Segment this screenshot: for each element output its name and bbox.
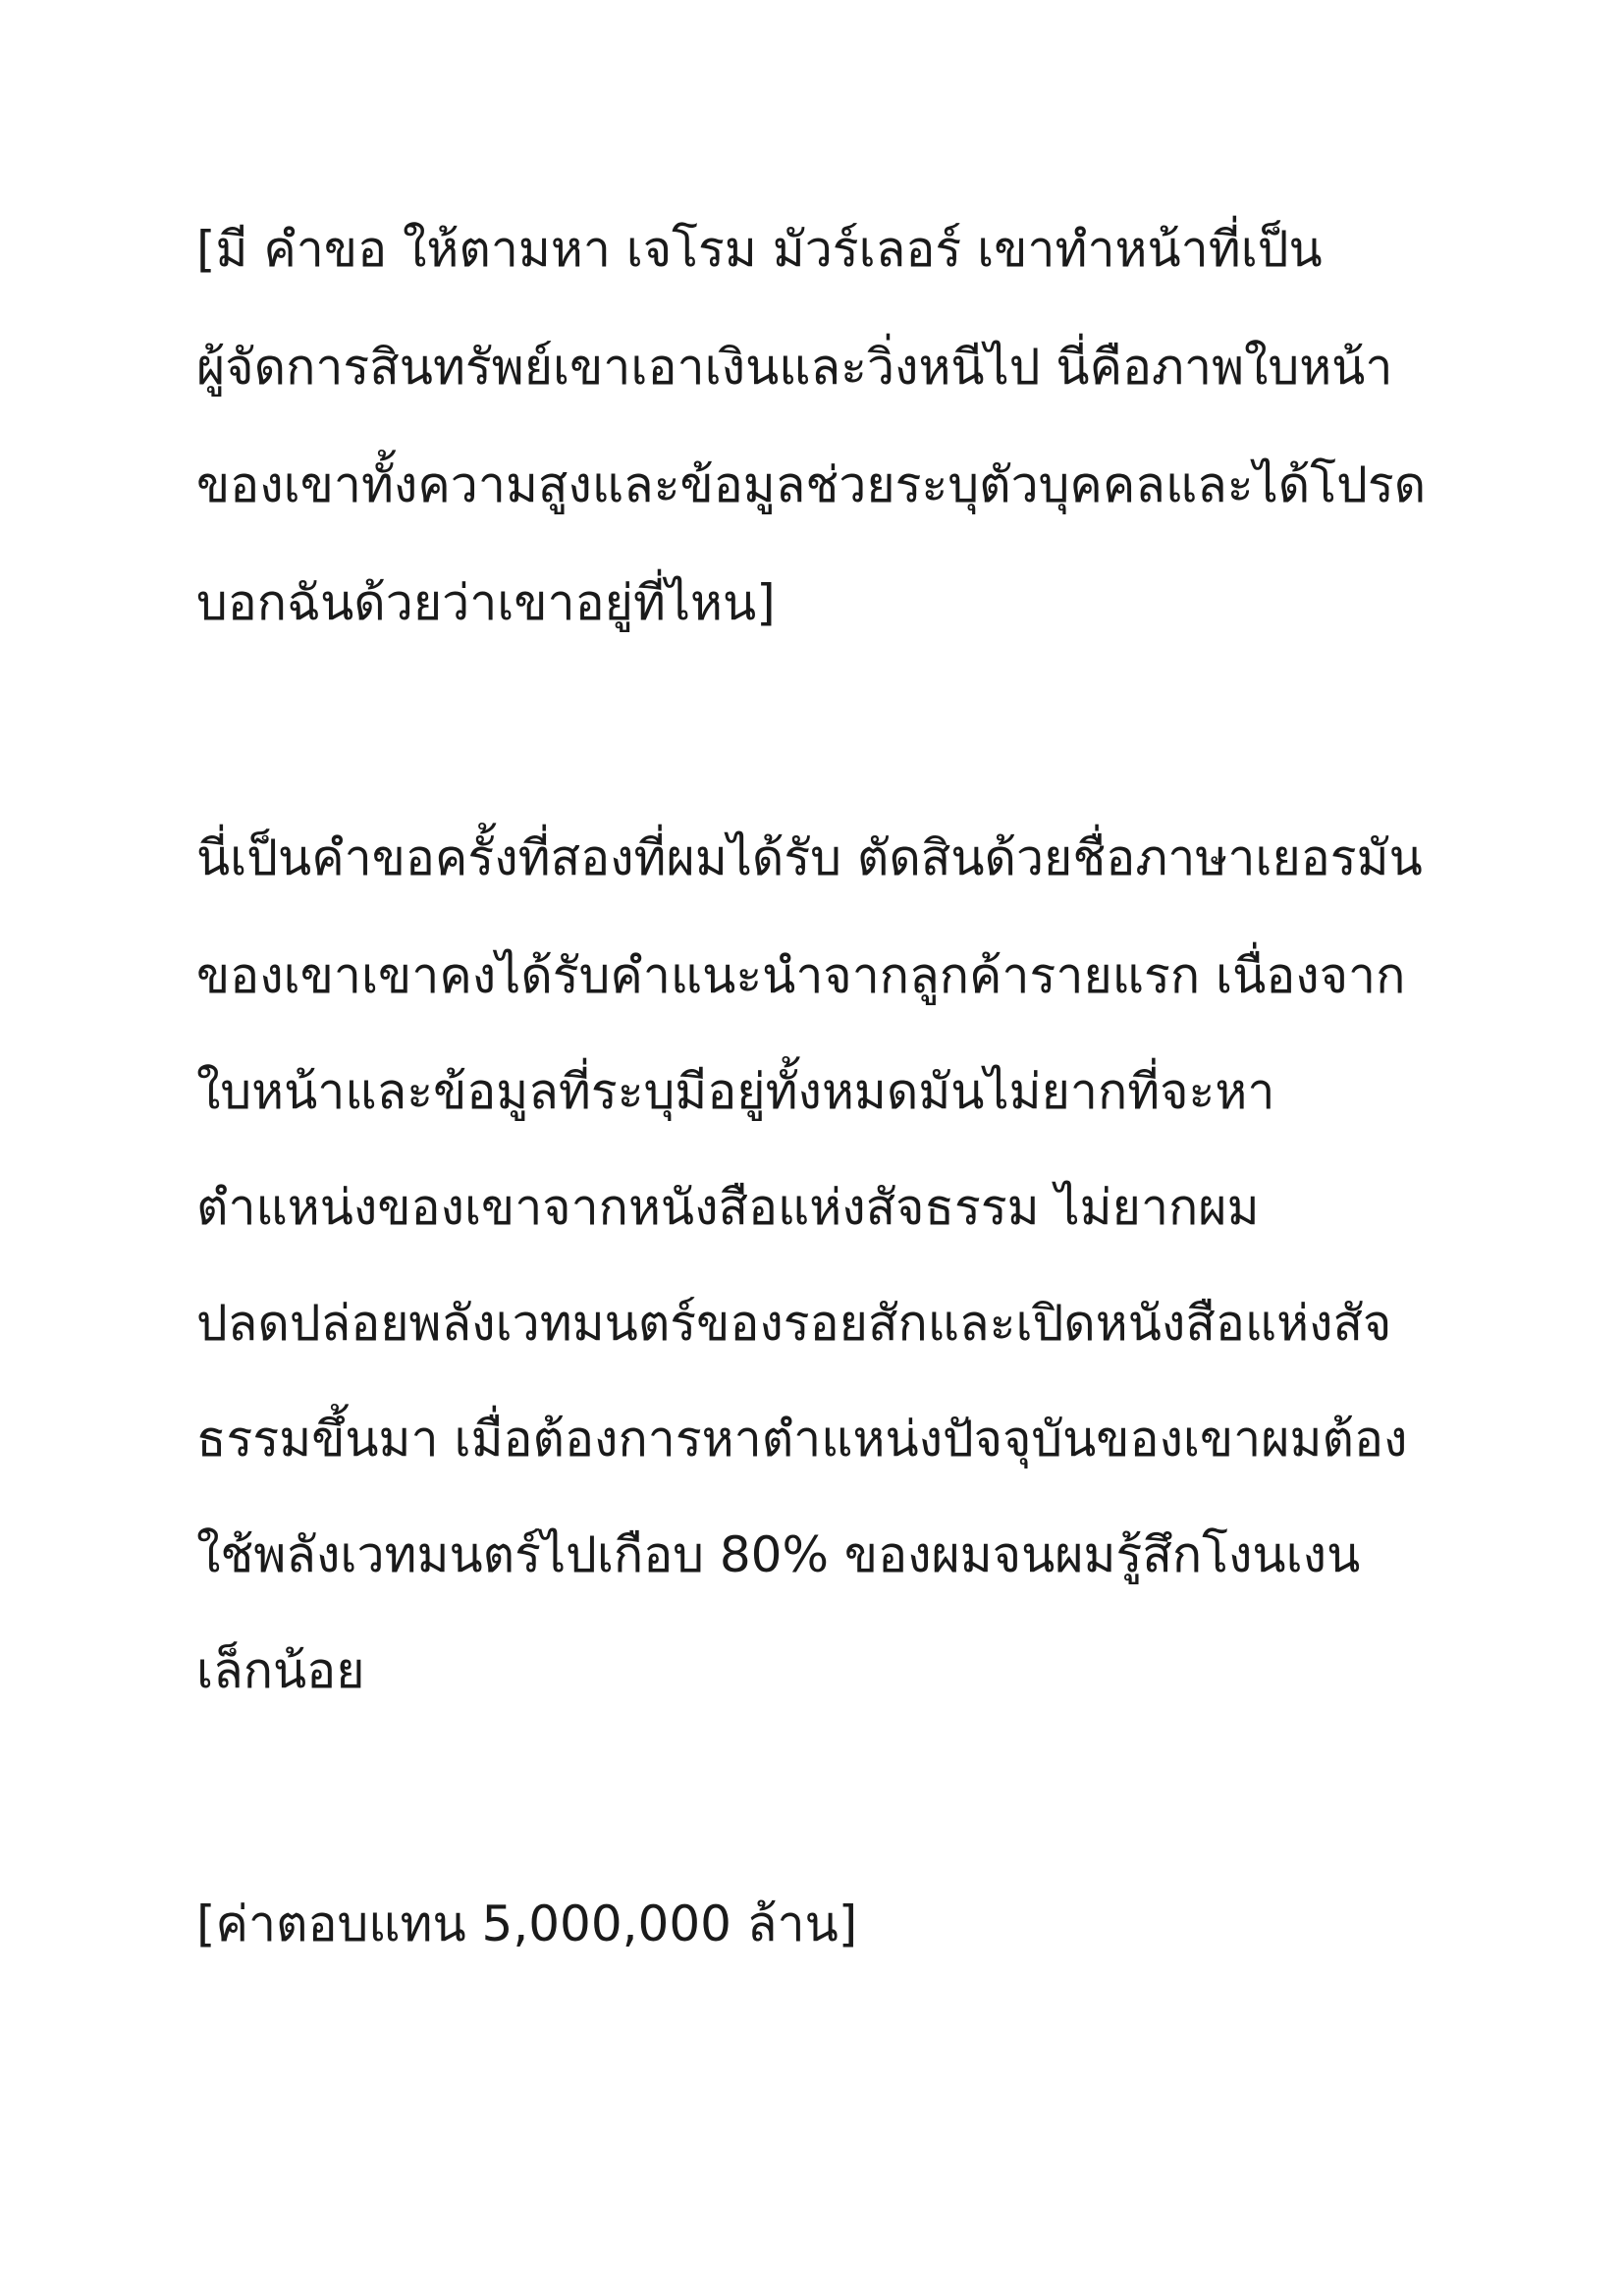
narrative-line: ของเขาเขาคงได้รับคำแนะนำจากลูกค้ารายแรก เนื่องจาก bbox=[196, 947, 1406, 1004]
request-line: บอกฉันด้วยว่าเขาอยู่ที่ไหน] bbox=[196, 574, 776, 631]
request-line: ผู้จัดการสินทรัพย์เขาเอาเงินและวิ่งหนีไป นี่คือภาพใบหน้า bbox=[196, 339, 1393, 396]
narrative-line: ใบหน้าและข้อมูลที่ระบุมีอยู่ทั้งหมดมันไม่ยากที่จะหา bbox=[196, 1063, 1275, 1120]
request-line: [มี คำขอ ให้ตามหา เจโรม มัวร์เลอร์ เขาทำหน้าที่เป็น bbox=[196, 221, 1323, 278]
request-line: ของเขาทั้งความสูงและข้อมูลช่วยระบุตัวบุคคลและได้โปรด bbox=[196, 456, 1427, 513]
reward-line: [ค่าตอบแทน 5,000,000 ล้าน] bbox=[196, 1896, 858, 1952]
narrative-line: ใช้พลังเวทมนตร์ไปเกือบ 80% ของผมจนผมรู้สึกโงนเงน bbox=[196, 1526, 1361, 1583]
narrative-line: นี่เป็นคำขอครั้งที่สองที่ผมได้รับ ตัดสินด้วยชื่อภาษาเยอรมัน bbox=[196, 829, 1423, 886]
narrative-line: ตำแหน่งของเขาจากหนังสือแห่งสัจธรรม ไม่ยากผม bbox=[196, 1179, 1260, 1236]
narrative-line: ปลดปล่อยพลังเวทมนตร์ของรอยสักและเปิดหนังสือแห่งสัจ bbox=[196, 1295, 1392, 1352]
narrative-line: ธรรมขึ้นมา เมื่อต้องการหาตำแหน่งปัจจุบันของเขาผมต้อง bbox=[196, 1411, 1408, 1468]
narrative-line: เล็กน้อย bbox=[196, 1642, 365, 1699]
